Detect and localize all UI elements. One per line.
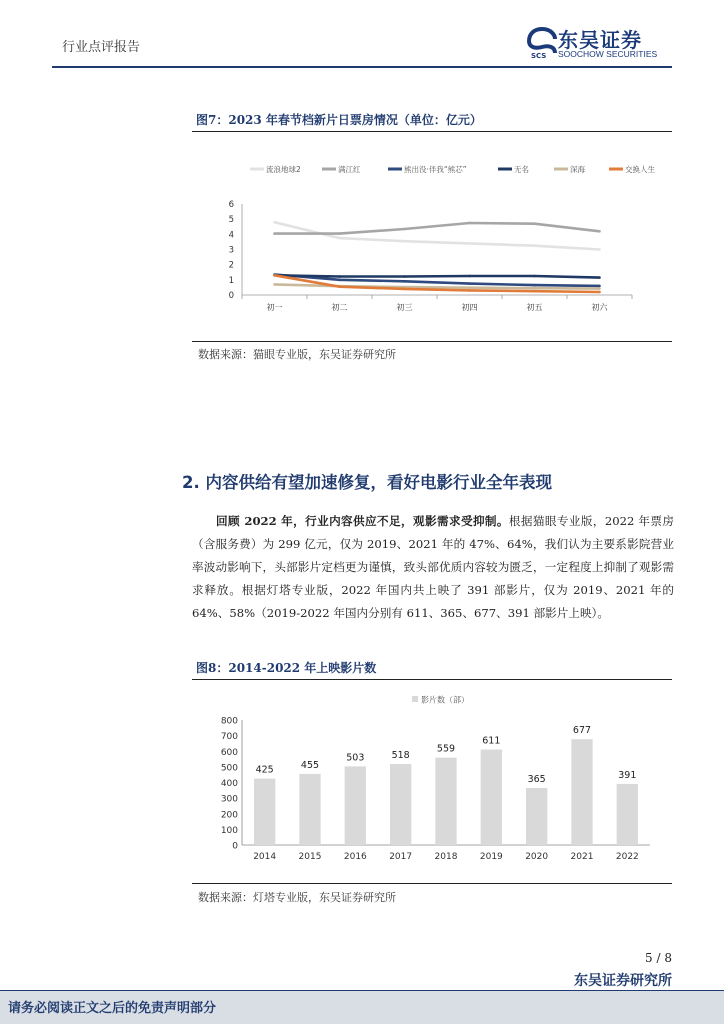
- data-label: 677: [572, 725, 592, 737]
- y-tick-label: 400: [220, 779, 238, 789]
- y-tick-label: 6: [228, 200, 234, 210]
- paragraph-body: 根据猫眼专业版，2022 年票房（含服务费）为 299 亿元，仅为 2019、2021 年的 47%、64%，我们认为主要系影院营业率波动影响下，头部影片定档更为谨慎，致头部优质内容较为匮乏，一定程度上抑制了观影需求释放。根据灯塔专业版，2022 年国内共上映了 391 部影片，仅为 2019、2021 年的 64%、58%（2019-2022 年国内分别有 611、365、677、391 部影片上映）。: [192, 514, 674, 620]
- data-point: [533, 287, 536, 290]
- figure7-line-chart: [192, 134, 672, 340]
- data-point: [598, 276, 601, 279]
- data-point: [403, 240, 406, 243]
- footer-org: 东吴证券研究所: [574, 973, 672, 989]
- section-paragraph: [192, 510, 674, 625]
- y-tick-label: 0: [232, 841, 238, 852]
- data-point: [598, 287, 601, 290]
- y-tick-label: 300: [220, 794, 238, 805]
- logo-chinese-name: 东吴证券: [558, 28, 642, 52]
- data-point: [598, 230, 601, 233]
- page-number: 5 / 8: [645, 951, 672, 965]
- bar: [617, 784, 638, 845]
- data-point: [403, 280, 406, 283]
- data-point: [403, 228, 406, 231]
- x-tick-label: 2018: [434, 852, 458, 862]
- data-point: [598, 285, 601, 288]
- logo-english-name: SOOCHOW SECURITIES: [558, 49, 658, 59]
- data-point: [403, 288, 406, 291]
- legend-label: 满江红: [338, 165, 361, 174]
- x-tick-label: 2020: [525, 852, 549, 862]
- x-tick-label: 初二: [331, 303, 348, 312]
- x-tick-label: 初三: [396, 303, 413, 312]
- data-point: [533, 244, 536, 247]
- x-tick-label: 2019: [479, 852, 503, 862]
- section-title: 2. 内容供给有望加速修复，看好电影行业全年表现: [182, 473, 552, 492]
- x-tick-label: 2017: [389, 852, 413, 862]
- data-label: 455: [300, 759, 320, 771]
- data-point: [468, 222, 471, 225]
- figure8-top-rule: [192, 679, 672, 680]
- data-point: [533, 290, 536, 293]
- legend-label: 交换人生: [625, 165, 655, 174]
- figure8-bottom-rule: [192, 883, 672, 884]
- figure8-title: 图8：2014-2022 年上映影片数: [196, 661, 377, 675]
- data-point: [338, 237, 341, 240]
- data-point: [273, 221, 276, 224]
- data-point: [468, 242, 471, 245]
- y-tick-label: 200: [220, 810, 238, 821]
- legend-label: 流浪地球2: [266, 165, 301, 174]
- y-tick-label: 600: [220, 747, 238, 758]
- x-tick-label: 2021: [570, 852, 594, 862]
- y-tick-label: 4: [228, 230, 234, 241]
- data-point: [338, 279, 341, 282]
- bar: [435, 758, 456, 845]
- series-line: [275, 275, 600, 277]
- data-point: [598, 248, 601, 251]
- data-label: 391: [618, 769, 637, 781]
- x-tick-label: 2015: [298, 852, 322, 862]
- series-line: [275, 223, 600, 234]
- report-type: 行业点评报告: [62, 40, 141, 55]
- data-point: [338, 232, 341, 235]
- x-tick-label: 2022: [615, 852, 639, 862]
- y-tick-label: 100: [220, 825, 238, 836]
- data-point: [273, 274, 276, 277]
- figure7-top-rule: [192, 131, 672, 132]
- y-tick-label: 500: [220, 763, 238, 774]
- header-rule: [52, 66, 672, 68]
- y-tick-label: 700: [220, 732, 238, 743]
- bar: [390, 764, 411, 845]
- logo-mark-text: SCS: [531, 52, 547, 59]
- data-point: [533, 284, 536, 287]
- paragraph-lead: 回顾 2022 年，行业内容供应不足，观影需求受抑制。: [216, 514, 509, 528]
- x-tick-label: 初五: [526, 303, 543, 312]
- company-logo-icon: [527, 27, 557, 59]
- data-label: 559: [436, 743, 456, 755]
- legend-label: 深海: [570, 165, 585, 174]
- x-tick-label: 2014: [253, 852, 277, 862]
- data-point: [273, 283, 276, 286]
- bar: [345, 766, 366, 845]
- figure8-bar-chart: [192, 682, 672, 880]
- data-label: 518: [391, 750, 410, 762]
- figure8-source: 数据来源：灯塔专业版，东吴证券研究所: [198, 891, 396, 904]
- figure7-source: 数据来源：猫眼专业版，东吴证券研究所: [198, 348, 396, 361]
- legend-label: 无名: [514, 165, 529, 174]
- data-point: [468, 275, 471, 278]
- data-point: [598, 291, 601, 294]
- data-label: 365: [527, 773, 546, 785]
- footer-rule: [0, 990, 724, 991]
- bar: [526, 788, 547, 845]
- legend-label: 熊出没·伴我“熊芯”: [404, 165, 467, 174]
- x-tick-label: 初六: [591, 303, 608, 312]
- bar: [254, 779, 275, 845]
- data-label: 425: [255, 764, 274, 776]
- disclaimer-text: 请务必阅读正文之后的免责声明部分: [8, 1001, 217, 1016]
- x-tick-label: 2016: [343, 852, 367, 862]
- y-tick-label: 800: [220, 716, 238, 727]
- data-point: [338, 285, 341, 288]
- data-point: [273, 232, 276, 235]
- data-point: [533, 222, 536, 225]
- x-tick-label: 初四: [461, 303, 478, 312]
- data-point: [468, 289, 471, 292]
- bar: [481, 750, 502, 845]
- bar: [571, 739, 592, 845]
- y-tick-label: 3: [228, 245, 234, 256]
- data-point: [338, 275, 341, 278]
- figure7-bottom-rule: [192, 341, 672, 342]
- data-label: 611: [482, 735, 501, 747]
- x-tick-label: 初一: [266, 303, 283, 312]
- legend-label: 影片数（部）: [421, 695, 469, 705]
- bar: [299, 774, 320, 845]
- data-point: [468, 286, 471, 289]
- data-point: [403, 275, 406, 278]
- data-label: 503: [346, 752, 365, 764]
- y-tick-label: 2: [228, 260, 234, 271]
- data-point: [468, 282, 471, 285]
- y-tick-label: 0: [228, 291, 234, 301]
- figure7-title: 图7：2023 年春节档新片日票房情况（单位：亿元）: [196, 113, 482, 127]
- legend-swatch: [412, 696, 418, 702]
- y-tick-label: 5: [228, 215, 234, 226]
- data-point: [533, 275, 536, 278]
- y-tick-label: 1: [228, 275, 234, 286]
